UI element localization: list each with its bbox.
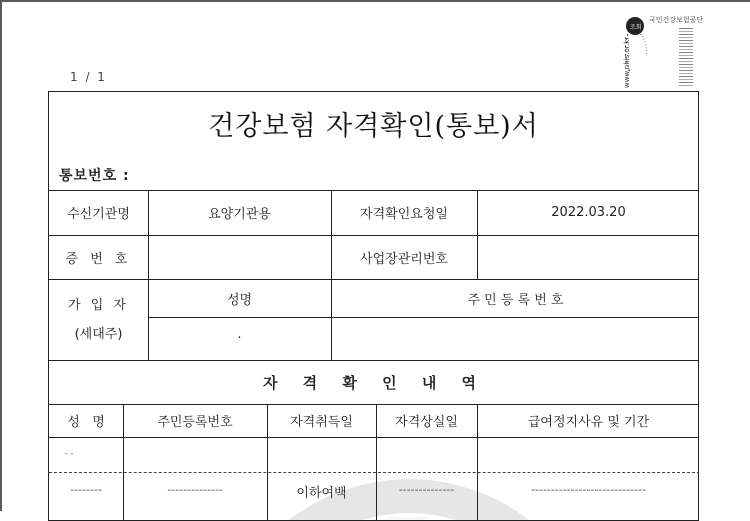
name-header: 성명 xyxy=(226,292,253,308)
subscriber-label: 가 입 자 xyxy=(68,297,129,313)
stamp-org-name: 국민건강보험공단 xyxy=(649,16,704,24)
page-counter: 1 / 1 xyxy=(70,70,107,84)
history-header-lost: 자격상실일 xyxy=(395,415,458,430)
workplace-number-value xyxy=(477,235,699,279)
stamp-badge-text: 조회 xyxy=(630,24,642,31)
barcode-strip xyxy=(679,28,693,86)
workplace-number-label: 사업장관리번호 xyxy=(360,251,448,267)
history-header-rrn: 주민등록번호 xyxy=(157,415,233,430)
notice-number-label: 통보번호 : xyxy=(59,168,130,184)
history-header-suspension: 급여정지사유 및 기간 xyxy=(527,415,650,430)
subscriber-name-value: · xyxy=(237,331,242,346)
card-number-label: 증 번 호 xyxy=(65,251,132,267)
history-header-acquired: 자격취득일 xyxy=(290,415,353,430)
blank-row-note: 이하여백 xyxy=(296,485,347,501)
history-row-mark: - - xyxy=(64,449,74,459)
stamp-url: www.nhis.or.kr xyxy=(623,36,631,88)
history-section-title: 자 격 확 인 내 역 xyxy=(262,373,487,392)
subscriber-rrn-value xyxy=(331,317,699,360)
document-title: 건강보험 자격확인(통보)서 xyxy=(208,111,539,142)
rrn-header: 주 민 등 록 번 호 xyxy=(467,292,564,308)
householder-label: (세대주) xyxy=(74,326,123,342)
card-number-value xyxy=(148,235,331,279)
request-date-label: 자격확인요청일 xyxy=(360,207,448,222)
history-header-name: 성 명 xyxy=(67,415,105,430)
recipient-value: 요양기관용 xyxy=(208,207,271,222)
recipient-label: 수신기관명 xyxy=(67,207,130,222)
history-row-suspension-dash: ----------------------------- xyxy=(530,482,647,496)
window-left-border xyxy=(0,0,2,511)
window-top-border xyxy=(0,0,750,2)
history-row-name-dash: -------- xyxy=(70,482,102,496)
request-date-value: 2022.03.20 xyxy=(551,205,626,220)
history-row-rrn-dash: -------------- xyxy=(167,482,223,496)
qualification-document xyxy=(48,91,699,521)
history-row-lost-dash: -------------- xyxy=(398,482,455,496)
